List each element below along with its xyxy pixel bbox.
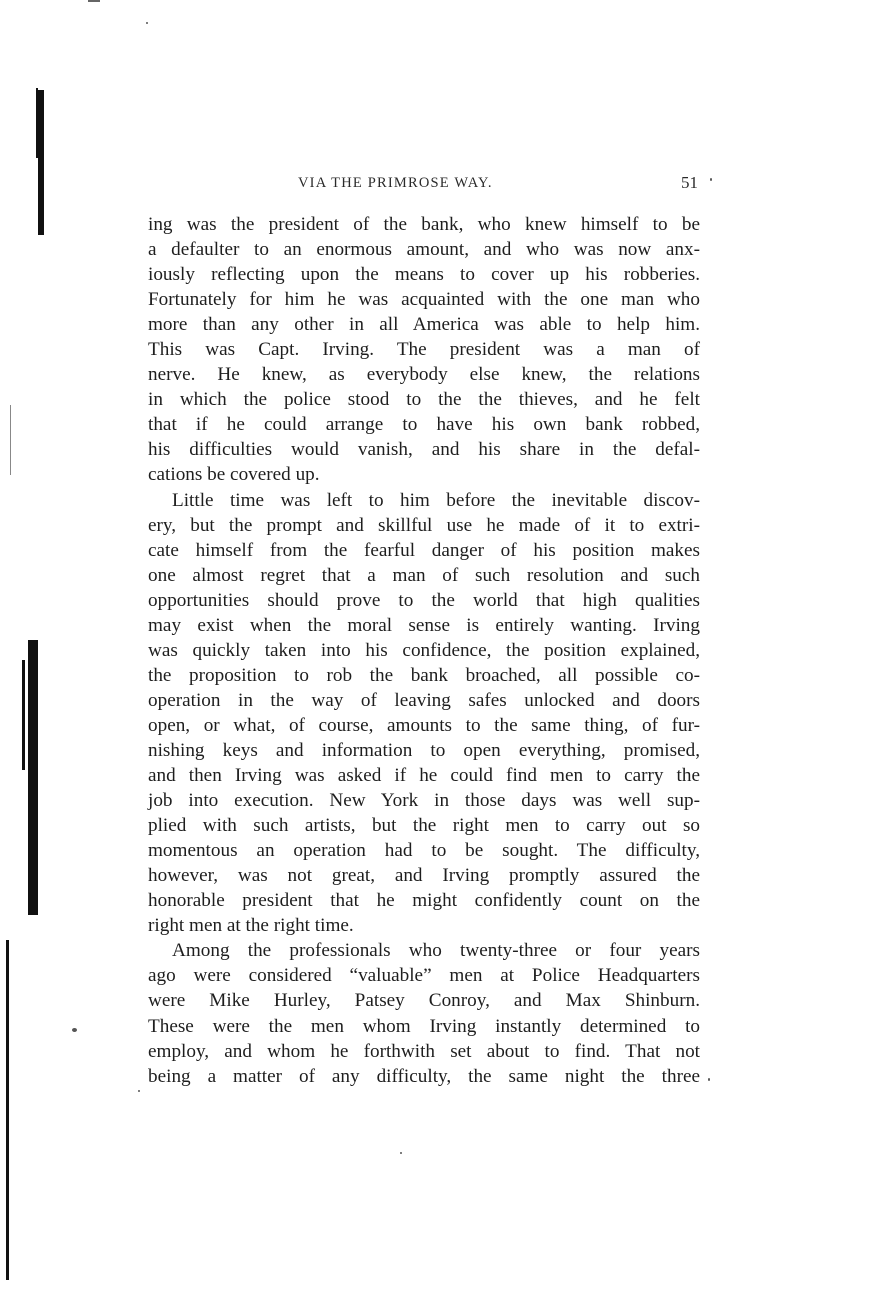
text-line: job into execution. New York in those days was well sup- [148, 790, 700, 812]
text-line: Fortunately for him he was acquainted with the one man who [148, 289, 700, 311]
text-line: momentous an operation had to be sought. The difficulty, [148, 840, 700, 862]
text-line: cate himself from the fearful danger of his position makes [148, 539, 700, 561]
text-line: operation in the way of leaving safes unlocked and doors [148, 689, 700, 711]
dust-speck [710, 178, 712, 181]
text-line: being a matter of any difficulty, the same night the three [148, 1065, 700, 1087]
text-line: his difficulties would vanish, and his share in the defal- [148, 439, 700, 461]
dust-speck [708, 1078, 710, 1081]
text-line: Little time was left to him before the inevitable discov- [172, 489, 700, 511]
text-line: was quickly taken into his confidence, the position explained, [148, 639, 700, 661]
text-line: more than any other in all America was able to help him. [148, 314, 700, 336]
text-line: nishing keys and information to open everything, promised, [148, 739, 700, 761]
dust-speck [400, 1152, 402, 1154]
text-line: and then Irving was asked if he could find men to carry the [148, 765, 700, 787]
page-header [150, 175, 700, 199]
text-line: a defaulter to an enormous amount, and who was now anx- [148, 239, 700, 261]
text-line: These were the men whom Irving instantly determined to [148, 1015, 700, 1037]
dust-speck [72, 1028, 77, 1032]
text-line: iously reflecting upon the means to cover up his robberies. [148, 264, 700, 286]
running-title: VIA THE PRIMROSE WAY. [298, 175, 493, 191]
body-text [148, 212, 700, 1089]
scan-edge-line-lower [6, 940, 9, 1280]
text-line: nerve. He knew, as everybody else knew, the relations [148, 364, 700, 386]
text-line: may exist when the moral sense is entirely wanting. Irving [148, 614, 700, 636]
text-line: open, or what, of course, amounts to the same thing, of fur- [148, 714, 700, 736]
text-line: cations be covered up. [148, 464, 320, 486]
text-line: right men at the right time. [148, 915, 354, 937]
dust-speck [138, 1090, 140, 1092]
scan-edge-mark-top [38, 90, 44, 235]
scan-edge-line-upper [10, 405, 11, 475]
text-line: one almost regret that a man of such resolution and such [148, 564, 700, 586]
text-line: This was Capt. Irving. The president was a man of [148, 339, 700, 361]
text-line: in which the police stood to the the thieves, and he felt [148, 389, 700, 411]
dust-speck [146, 22, 148, 24]
text-line: plied with such artists, but the right men to carry out so [148, 815, 700, 837]
scan-corner-mark [88, 0, 100, 2]
text-line: ago were considered “valuable” men at Police Headquarters [148, 965, 700, 987]
text-line: employ, and whom he forthwith set about to find. That not [148, 1040, 700, 1062]
text-line: the proposition to rob the bank broached, all possible co- [148, 664, 700, 686]
scan-edge-mark-middle [28, 640, 38, 915]
text-line: ery, but the prompt and skillful use he made of it to extri- [148, 514, 700, 536]
text-line: however, was not great, and Irving promptly assured the [148, 865, 700, 887]
scan-edge-mark-top-thin [36, 88, 38, 158]
text-line: Among the professionals who twenty-three or four years [172, 940, 700, 962]
scan-edge-mark-middle-thin [22, 660, 25, 770]
text-line: were Mike Hurley, Patsey Conroy, and Max Shinburn. [148, 990, 700, 1012]
page-number: 51 [681, 173, 698, 192]
text-line: opportunities should prove to the world that high qualities [148, 589, 700, 611]
text-line: that if he could arrange to have his own bank robbed, [148, 414, 700, 436]
text-line: ing was the president of the bank, who knew himself to be [148, 214, 700, 235]
text-line: honorable president that he might confidently count on the [148, 890, 700, 912]
